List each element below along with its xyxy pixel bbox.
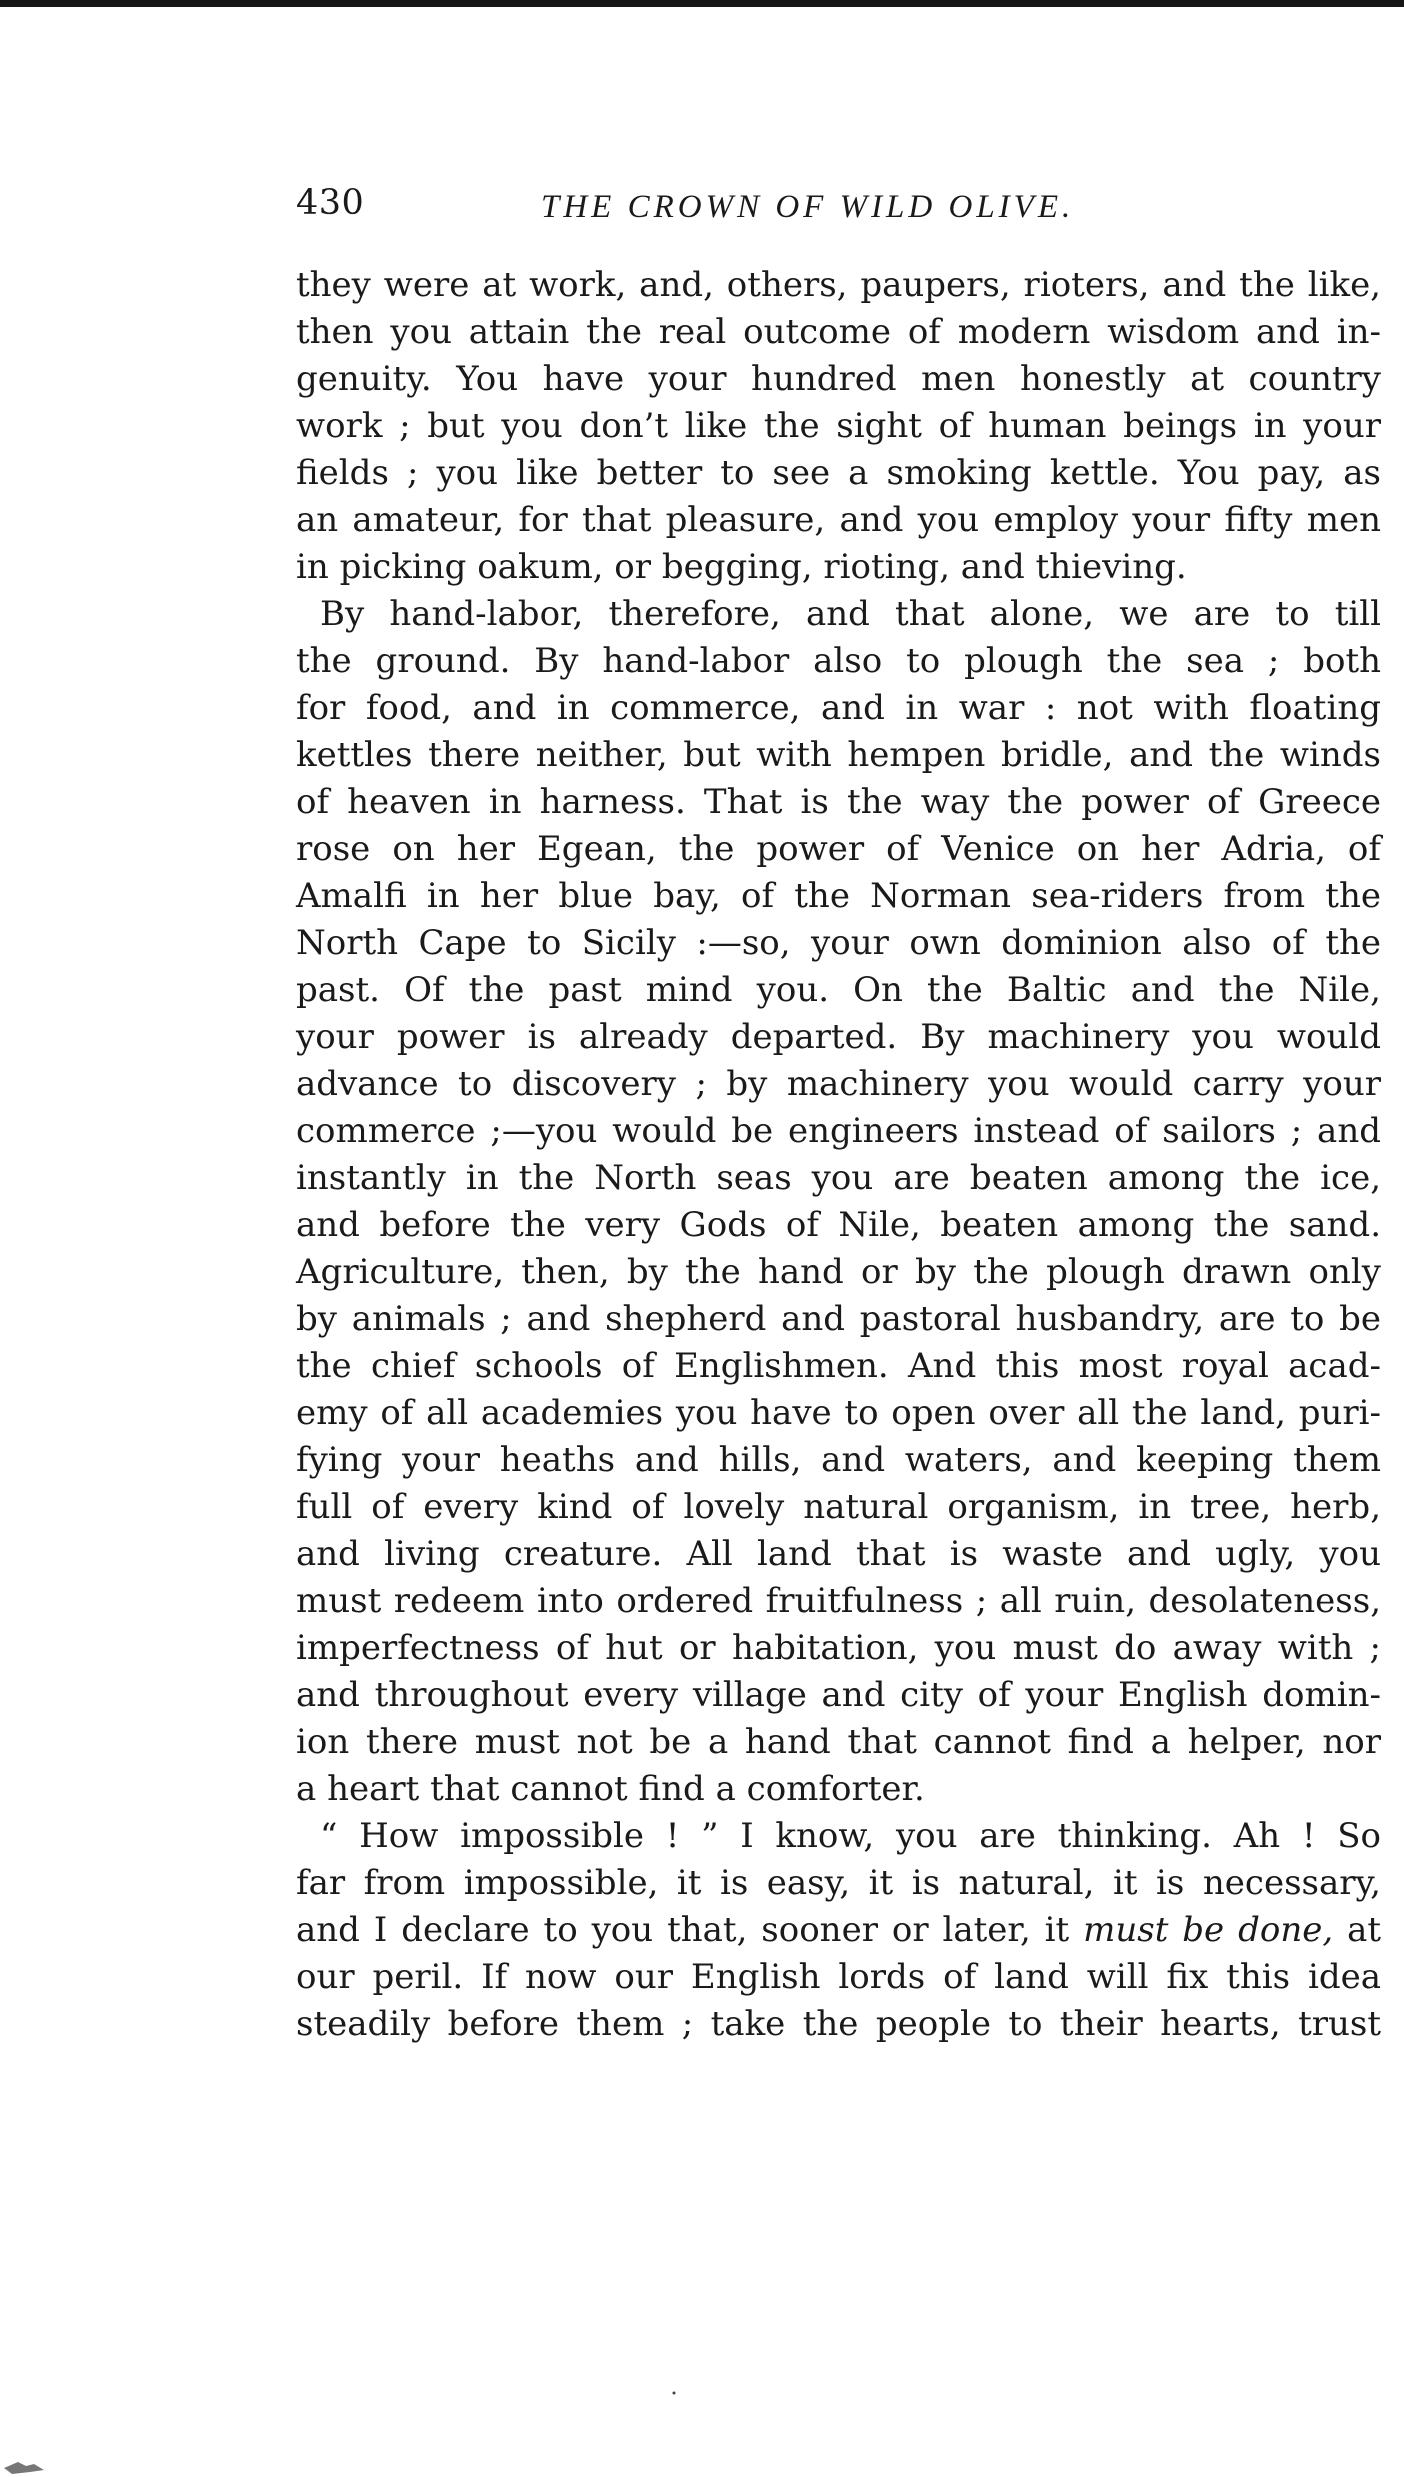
text-line: past. Of the past mind you. On the Baltic and the Nile,	[296, 970, 1381, 1010]
text-line: for food, and in commerce, and in war : not with floating	[296, 688, 1381, 728]
text-line: of heaven in harness. That is the way the power of Greece	[296, 782, 1381, 822]
scan-corner-mark	[4, 2462, 44, 2474]
text-line: genuity. You have your hundred men honestly at country	[296, 359, 1381, 399]
text-line: and throughout every village and city of your English domin-	[296, 1675, 1381, 1715]
text-line: your power is already departed. By machinery you would	[296, 1017, 1381, 1057]
emphasized-text: must be done,	[1083, 1910, 1334, 1950]
text-line: far from impossible, it is easy, it is natural, it is necessary,	[296, 1863, 1381, 1903]
paragraph-3	[296, 1813, 1381, 2048]
text-line: must redeem into ordered fruitfulness ; all ruin, desolateness,	[296, 1581, 1381, 1621]
text-segment: at	[1333, 1910, 1382, 1950]
text-line: and living creature. All land that is waste and ugly, you	[296, 1534, 1381, 1574]
text-line: fying your heaths and hills, and waters, and keeping them	[296, 1440, 1381, 1480]
text-line: fields ; you like better to see a smoking kettle. You pay, as	[296, 453, 1381, 493]
paragraph-2	[296, 591, 1381, 1813]
text-line: our peril. If now our English lords of land will fix this idea	[296, 1957, 1381, 1997]
text-line: then you attain the real outcome of modern wisdom and in-	[296, 312, 1381, 352]
text-line: by animals ; and shepherd and pastoral husbandry, are to be	[296, 1299, 1381, 1339]
text-line: advance to discovery ; by machinery you would carry your	[296, 1064, 1381, 1104]
body-text	[296, 262, 1381, 2048]
text-line: North Cape to Sicily :—so, your own dominion also of the	[296, 923, 1381, 963]
book-title: THE CROWN OF WILD OLIVE.	[541, 189, 1075, 225]
text-line: “ How impossible ! ” I know, you are thinking. Ah ! So	[320, 1816, 1381, 1856]
paragraph-1	[296, 262, 1381, 591]
text-line-with-emphasis	[296, 1907, 1381, 1954]
text-line: work ; but you don’t like the sight of human beings in your	[296, 406, 1381, 446]
text-line: By hand-labor, therefore, and that alone, we are to till	[320, 594, 1381, 634]
text-line: full of every kind of lovely natural organism, in tree, herb,	[296, 1487, 1381, 1527]
text-line: the chief schools of Englishmen. And this most royal acad-	[296, 1346, 1381, 1386]
text-line: an amateur, for that pleasure, and you employ your fifty men	[296, 500, 1381, 540]
text-line: the ground. By hand-labor also to plough the sea ; both	[296, 641, 1381, 681]
running-head	[296, 178, 1381, 234]
dust-speck	[673, 2392, 676, 2395]
text-line: commerce ;—you would be engineers instead of sailors ; and	[296, 1111, 1381, 1151]
text-line: ion there must not be a hand that cannot find a helper, nor	[296, 1722, 1381, 1762]
page-number: 430	[296, 183, 365, 223]
text-line: a heart that cannot find a comforter.	[296, 1769, 925, 1809]
text-line: rose on her Egean, the power of Venice on her Adria, of	[296, 829, 1381, 869]
text-line: and before the very Gods of Nile, beaten among the sand.	[296, 1205, 1381, 1245]
scan-top-border	[0, 0, 1404, 7]
text-line: in picking oakum, or begging, rioting, and thieving.	[296, 547, 1187, 587]
text-line: steadily before them ; take the people to their hearts, trust	[296, 2004, 1381, 2044]
text-line: kettles there neither, but with hempen bridle, and the winds	[296, 735, 1381, 775]
text-line: imperfectness of hut or habitation, you must do away with ;	[296, 1628, 1381, 1668]
text-line: emy of all academies you have to open over all the land, puri-	[296, 1393, 1381, 1433]
text-line: they were at work, and, others, paupers, rioters, and the like,	[296, 265, 1381, 305]
text-line: instantly in the North seas you are beaten among the ice,	[296, 1158, 1381, 1198]
text-line: Agriculture, then, by the hand or by the plough drawn only	[296, 1252, 1381, 1292]
text-line: Amalfi in her blue bay, of the Norman sea-riders from the	[296, 876, 1381, 916]
text-segment: and I declare to you that, sooner or later, it	[296, 1910, 1084, 1950]
